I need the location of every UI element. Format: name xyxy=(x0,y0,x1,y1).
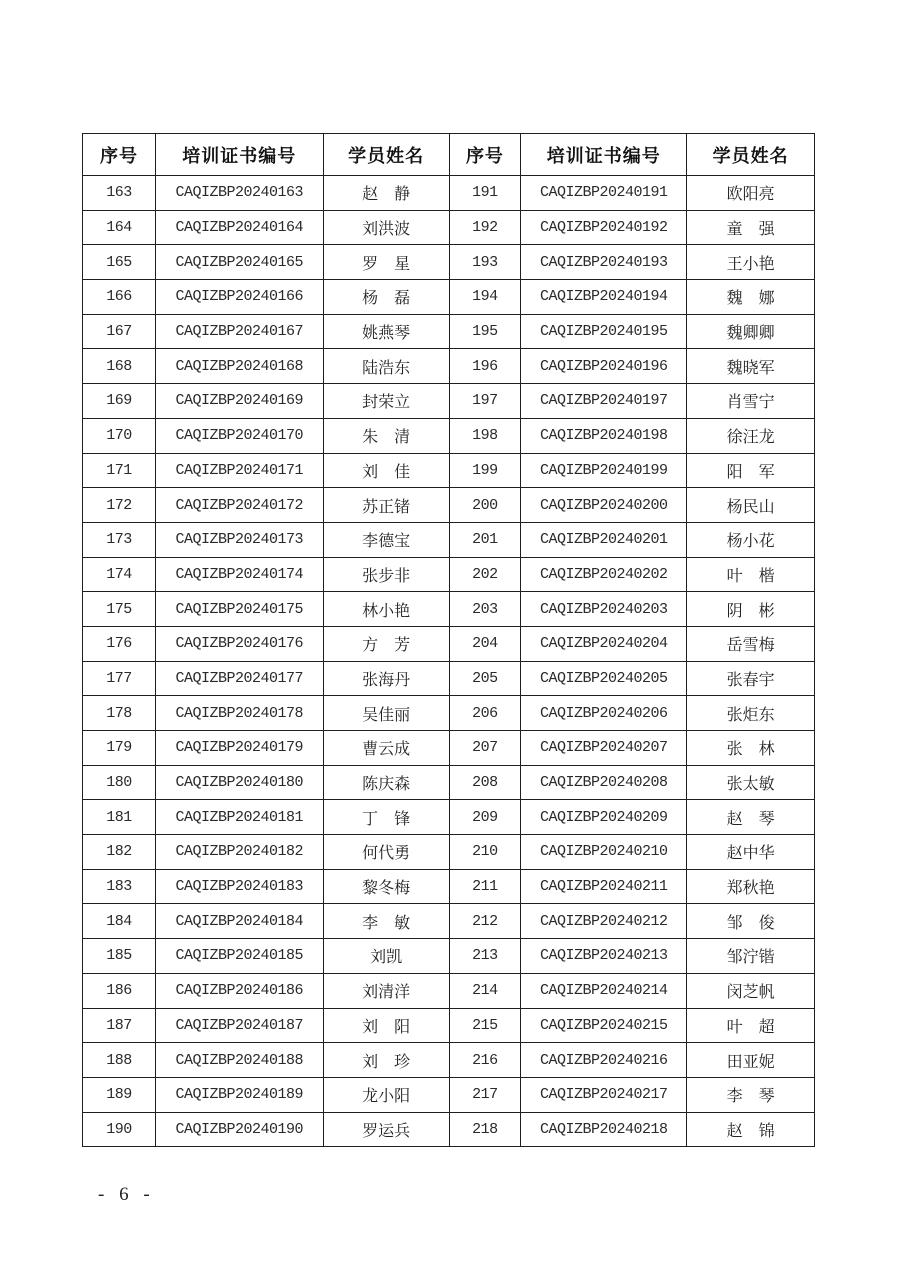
student-name-cell: 丁 锋 xyxy=(323,800,449,835)
serial-number-cell: 208 xyxy=(449,765,521,800)
certificate-number-cell: CAQIZBP20240201 xyxy=(521,522,687,557)
student-name-cell: 苏正锗 xyxy=(323,488,449,523)
serial-number-cell: 188 xyxy=(83,1043,156,1078)
certificate-number-cell: CAQIZBP20240199 xyxy=(521,453,687,488)
table-row xyxy=(83,696,815,731)
certificate-number-cell: CAQIZBP20240173 xyxy=(155,522,323,557)
student-name-cell: 赵 静 xyxy=(323,176,449,211)
certificate-number-cell: CAQIZBP20240213 xyxy=(521,939,687,974)
table-row xyxy=(83,314,815,349)
serial-number-cell: 193 xyxy=(449,245,521,280)
student-name-cell: 魏 娜 xyxy=(687,280,815,315)
table-row xyxy=(83,488,815,523)
certificate-number-cell: CAQIZBP20240210 xyxy=(521,835,687,870)
table-row xyxy=(83,765,815,800)
table-row xyxy=(83,869,815,904)
serial-number-cell: 185 xyxy=(83,939,156,974)
serial-number-cell: 169 xyxy=(83,384,156,419)
table-row xyxy=(83,592,815,627)
column-header-certificate-right: 培训证书编号 xyxy=(521,134,687,176)
student-name-cell: 刘 珍 xyxy=(323,1043,449,1078)
table-row xyxy=(83,384,815,419)
table-row xyxy=(83,176,815,211)
serial-number-cell: 189 xyxy=(83,1077,156,1112)
student-name-cell: 肖雪宁 xyxy=(687,384,815,419)
student-name-cell: 岳雪梅 xyxy=(687,626,815,661)
certificate-number-cell: CAQIZBP20240208 xyxy=(521,765,687,800)
student-name-cell: 张步非 xyxy=(323,557,449,592)
student-name-cell: 徐汪龙 xyxy=(687,418,815,453)
column-header-name-right: 学员姓名 xyxy=(687,134,815,176)
student-name-cell: 罗运兵 xyxy=(323,1112,449,1147)
table-row xyxy=(83,800,815,835)
student-name-cell: 何代勇 xyxy=(323,835,449,870)
serial-number-cell: 172 xyxy=(83,488,156,523)
serial-number-cell: 167 xyxy=(83,314,156,349)
table-row xyxy=(83,557,815,592)
certificate-number-cell: CAQIZBP20240214 xyxy=(521,973,687,1008)
serial-number-cell: 184 xyxy=(83,904,156,939)
table-row xyxy=(83,1043,815,1078)
student-name-cell: 张春宇 xyxy=(687,661,815,696)
table-row xyxy=(83,418,815,453)
table-row xyxy=(83,280,815,315)
certificate-number-cell: CAQIZBP20240218 xyxy=(521,1112,687,1147)
serial-number-cell: 163 xyxy=(83,176,156,211)
column-header-serial-right: 序号 xyxy=(449,134,521,176)
certificate-number-cell: CAQIZBP20240194 xyxy=(521,280,687,315)
student-name-cell: 吴佳丽 xyxy=(323,696,449,731)
serial-number-cell: 194 xyxy=(449,280,521,315)
table-row xyxy=(83,453,815,488)
certificate-number-cell: CAQIZBP20240189 xyxy=(155,1077,323,1112)
student-name-cell: 陈庆森 xyxy=(323,765,449,800)
table-row xyxy=(83,731,815,766)
student-name-cell: 张 林 xyxy=(687,731,815,766)
certificate-number-cell: CAQIZBP20240204 xyxy=(521,626,687,661)
student-name-cell: 李 琴 xyxy=(687,1077,815,1112)
serial-number-cell: 192 xyxy=(449,210,521,245)
student-name-cell: 叶 超 xyxy=(687,1008,815,1043)
serial-number-cell: 165 xyxy=(83,245,156,280)
certificate-number-cell: CAQIZBP20240197 xyxy=(521,384,687,419)
certificate-number-cell: CAQIZBP20240217 xyxy=(521,1077,687,1112)
certificate-number-cell: CAQIZBP20240202 xyxy=(521,557,687,592)
serial-number-cell: 215 xyxy=(449,1008,521,1043)
student-name-cell: 邹泞锴 xyxy=(687,939,815,974)
certificate-number-cell: CAQIZBP20240211 xyxy=(521,869,687,904)
certificate-number-cell: CAQIZBP20240190 xyxy=(155,1112,323,1147)
certificate-number-cell: CAQIZBP20240209 xyxy=(521,800,687,835)
serial-number-cell: 200 xyxy=(449,488,521,523)
column-header-name-left: 学员姓名 xyxy=(323,134,449,176)
table-row xyxy=(83,1077,815,1112)
certificate-number-cell: CAQIZBP20240170 xyxy=(155,418,323,453)
certificate-number-cell: CAQIZBP20240192 xyxy=(521,210,687,245)
certificate-number-cell: CAQIZBP20240203 xyxy=(521,592,687,627)
serial-number-cell: 201 xyxy=(449,522,521,557)
student-name-cell: 杨小花 xyxy=(687,522,815,557)
student-name-cell: 赵中华 xyxy=(687,835,815,870)
table-body xyxy=(83,176,815,1147)
table-row xyxy=(83,939,815,974)
table-row xyxy=(83,349,815,384)
table-row xyxy=(83,522,815,557)
student-name-cell: 张太敏 xyxy=(687,765,815,800)
serial-number-cell: 170 xyxy=(83,418,156,453)
serial-number-cell: 210 xyxy=(449,835,521,870)
serial-number-cell: 198 xyxy=(449,418,521,453)
serial-number-cell: 217 xyxy=(449,1077,521,1112)
certificate-number-cell: CAQIZBP20240193 xyxy=(521,245,687,280)
table-row xyxy=(83,973,815,1008)
certificate-number-cell: CAQIZBP20240172 xyxy=(155,488,323,523)
student-name-cell: 叶 楷 xyxy=(687,557,815,592)
serial-number-cell: 187 xyxy=(83,1008,156,1043)
student-name-cell: 张海丹 xyxy=(323,661,449,696)
student-name-cell: 杨民山 xyxy=(687,488,815,523)
serial-number-cell: 211 xyxy=(449,869,521,904)
certificate-number-cell: CAQIZBP20240207 xyxy=(521,731,687,766)
student-name-cell: 龙小阳 xyxy=(323,1077,449,1112)
serial-number-cell: 218 xyxy=(449,1112,521,1147)
student-name-cell: 闵芝帆 xyxy=(687,973,815,1008)
page-number: - 6 - xyxy=(98,1184,155,1205)
table-row xyxy=(83,661,815,696)
serial-number-cell: 191 xyxy=(449,176,521,211)
student-name-cell: 魏卿卿 xyxy=(687,314,815,349)
serial-number-cell: 176 xyxy=(83,626,156,661)
certificate-number-cell: CAQIZBP20240216 xyxy=(521,1043,687,1078)
certificate-number-cell: CAQIZBP20240179 xyxy=(155,731,323,766)
student-name-cell: 罗 星 xyxy=(323,245,449,280)
serial-number-cell: 177 xyxy=(83,661,156,696)
serial-number-cell: 181 xyxy=(83,800,156,835)
certificate-number-cell: CAQIZBP20240182 xyxy=(155,835,323,870)
serial-number-cell: 175 xyxy=(83,592,156,627)
serial-number-cell: 196 xyxy=(449,349,521,384)
serial-number-cell: 205 xyxy=(449,661,521,696)
serial-number-cell: 179 xyxy=(83,731,156,766)
serial-number-cell: 168 xyxy=(83,349,156,384)
student-name-cell: 刘 阳 xyxy=(323,1008,449,1043)
student-name-cell: 朱 清 xyxy=(323,418,449,453)
serial-number-cell: 171 xyxy=(83,453,156,488)
student-name-cell: 黎冬梅 xyxy=(323,869,449,904)
certificate-number-cell: CAQIZBP20240176 xyxy=(155,626,323,661)
student-name-cell: 陆浩东 xyxy=(323,349,449,384)
certificate-number-cell: CAQIZBP20240188 xyxy=(155,1043,323,1078)
serial-number-cell: 213 xyxy=(449,939,521,974)
table-row xyxy=(83,626,815,661)
serial-number-cell: 214 xyxy=(449,973,521,1008)
certificate-number-cell: CAQIZBP20240215 xyxy=(521,1008,687,1043)
serial-number-cell: 216 xyxy=(449,1043,521,1078)
table-row xyxy=(83,904,815,939)
student-name-cell: 刘清洋 xyxy=(323,973,449,1008)
certificate-number-cell: CAQIZBP20240177 xyxy=(155,661,323,696)
serial-number-cell: 207 xyxy=(449,731,521,766)
student-name-cell: 方 芳 xyxy=(323,626,449,661)
column-header-serial-left: 序号 xyxy=(83,134,156,176)
serial-number-cell: 206 xyxy=(449,696,521,731)
student-name-cell: 曹云成 xyxy=(323,731,449,766)
certificate-number-cell: CAQIZBP20240166 xyxy=(155,280,323,315)
certificate-number-cell: CAQIZBP20240185 xyxy=(155,939,323,974)
certificate-number-cell: CAQIZBP20240178 xyxy=(155,696,323,731)
student-name-cell: 姚燕琴 xyxy=(323,314,449,349)
certificate-number-cell: CAQIZBP20240183 xyxy=(155,869,323,904)
student-name-cell: 封荣立 xyxy=(323,384,449,419)
serial-number-cell: 212 xyxy=(449,904,521,939)
student-name-cell: 杨 磊 xyxy=(323,280,449,315)
student-name-cell: 阴 彬 xyxy=(687,592,815,627)
student-name-cell: 李德宝 xyxy=(323,522,449,557)
serial-number-cell: 173 xyxy=(83,522,156,557)
student-name-cell: 郑秋艳 xyxy=(687,869,815,904)
certificate-number-cell: CAQIZBP20240186 xyxy=(155,973,323,1008)
certificate-number-cell: CAQIZBP20240196 xyxy=(521,349,687,384)
certificate-number-cell: CAQIZBP20240191 xyxy=(521,176,687,211)
serial-number-cell: 183 xyxy=(83,869,156,904)
certificate-number-cell: CAQIZBP20240175 xyxy=(155,592,323,627)
certificate-number-cell: CAQIZBP20240212 xyxy=(521,904,687,939)
student-name-cell: 欧阳亮 xyxy=(687,176,815,211)
student-name-cell: 赵 琴 xyxy=(687,800,815,835)
certificate-number-cell: CAQIZBP20240184 xyxy=(155,904,323,939)
certificate-number-cell: CAQIZBP20240180 xyxy=(155,765,323,800)
serial-number-cell: 166 xyxy=(83,280,156,315)
serial-number-cell: 180 xyxy=(83,765,156,800)
student-name-cell: 刘 佳 xyxy=(323,453,449,488)
serial-number-cell: 174 xyxy=(83,557,156,592)
certificate-number-cell: CAQIZBP20240164 xyxy=(155,210,323,245)
table-header-row xyxy=(83,134,815,176)
certificate-number-cell: CAQIZBP20240198 xyxy=(521,418,687,453)
student-name-cell: 林小艳 xyxy=(323,592,449,627)
student-name-cell: 张炬东 xyxy=(687,696,815,731)
student-name-cell: 赵 锦 xyxy=(687,1112,815,1147)
student-name-cell: 田亚妮 xyxy=(687,1043,815,1078)
table-row xyxy=(83,1008,815,1043)
certificate-number-cell: CAQIZBP20240163 xyxy=(155,176,323,211)
serial-number-cell: 203 xyxy=(449,592,521,627)
student-name-cell: 刘洪波 xyxy=(323,210,449,245)
certificate-number-cell: CAQIZBP20240205 xyxy=(521,661,687,696)
student-name-cell: 童 强 xyxy=(687,210,815,245)
serial-number-cell: 197 xyxy=(449,384,521,419)
table-row xyxy=(83,1112,815,1147)
student-name-cell: 阳 军 xyxy=(687,453,815,488)
serial-number-cell: 195 xyxy=(449,314,521,349)
student-name-cell: 邹 俊 xyxy=(687,904,815,939)
student-name-cell: 王小艳 xyxy=(687,245,815,280)
certificate-number-cell: CAQIZBP20240195 xyxy=(521,314,687,349)
certificate-number-cell: CAQIZBP20240167 xyxy=(155,314,323,349)
student-name-cell: 李 敏 xyxy=(323,904,449,939)
certificate-number-cell: CAQIZBP20240200 xyxy=(521,488,687,523)
certificate-number-cell: CAQIZBP20240171 xyxy=(155,453,323,488)
serial-number-cell: 190 xyxy=(83,1112,156,1147)
serial-number-cell: 164 xyxy=(83,210,156,245)
certificate-number-cell: CAQIZBP20240169 xyxy=(155,384,323,419)
table-row xyxy=(83,210,815,245)
student-name-cell: 刘凯 xyxy=(323,939,449,974)
certificate-number-cell: CAQIZBP20240168 xyxy=(155,349,323,384)
certificate-number-cell: CAQIZBP20240174 xyxy=(155,557,323,592)
serial-number-cell: 204 xyxy=(449,626,521,661)
certificate-number-cell: CAQIZBP20240206 xyxy=(521,696,687,731)
certificate-number-cell: CAQIZBP20240165 xyxy=(155,245,323,280)
table-row xyxy=(83,245,815,280)
certificate-number-cell: CAQIZBP20240181 xyxy=(155,800,323,835)
student-name-cell: 魏晓军 xyxy=(687,349,815,384)
serial-number-cell: 199 xyxy=(449,453,521,488)
serial-number-cell: 202 xyxy=(449,557,521,592)
column-header-certificate-left: 培训证书编号 xyxy=(155,134,323,176)
certificate-number-cell: CAQIZBP20240187 xyxy=(155,1008,323,1043)
serial-number-cell: 209 xyxy=(449,800,521,835)
table-row xyxy=(83,835,815,870)
serial-number-cell: 178 xyxy=(83,696,156,731)
certificate-roster-table xyxy=(82,133,815,1147)
serial-number-cell: 186 xyxy=(83,973,156,1008)
serial-number-cell: 182 xyxy=(83,835,156,870)
